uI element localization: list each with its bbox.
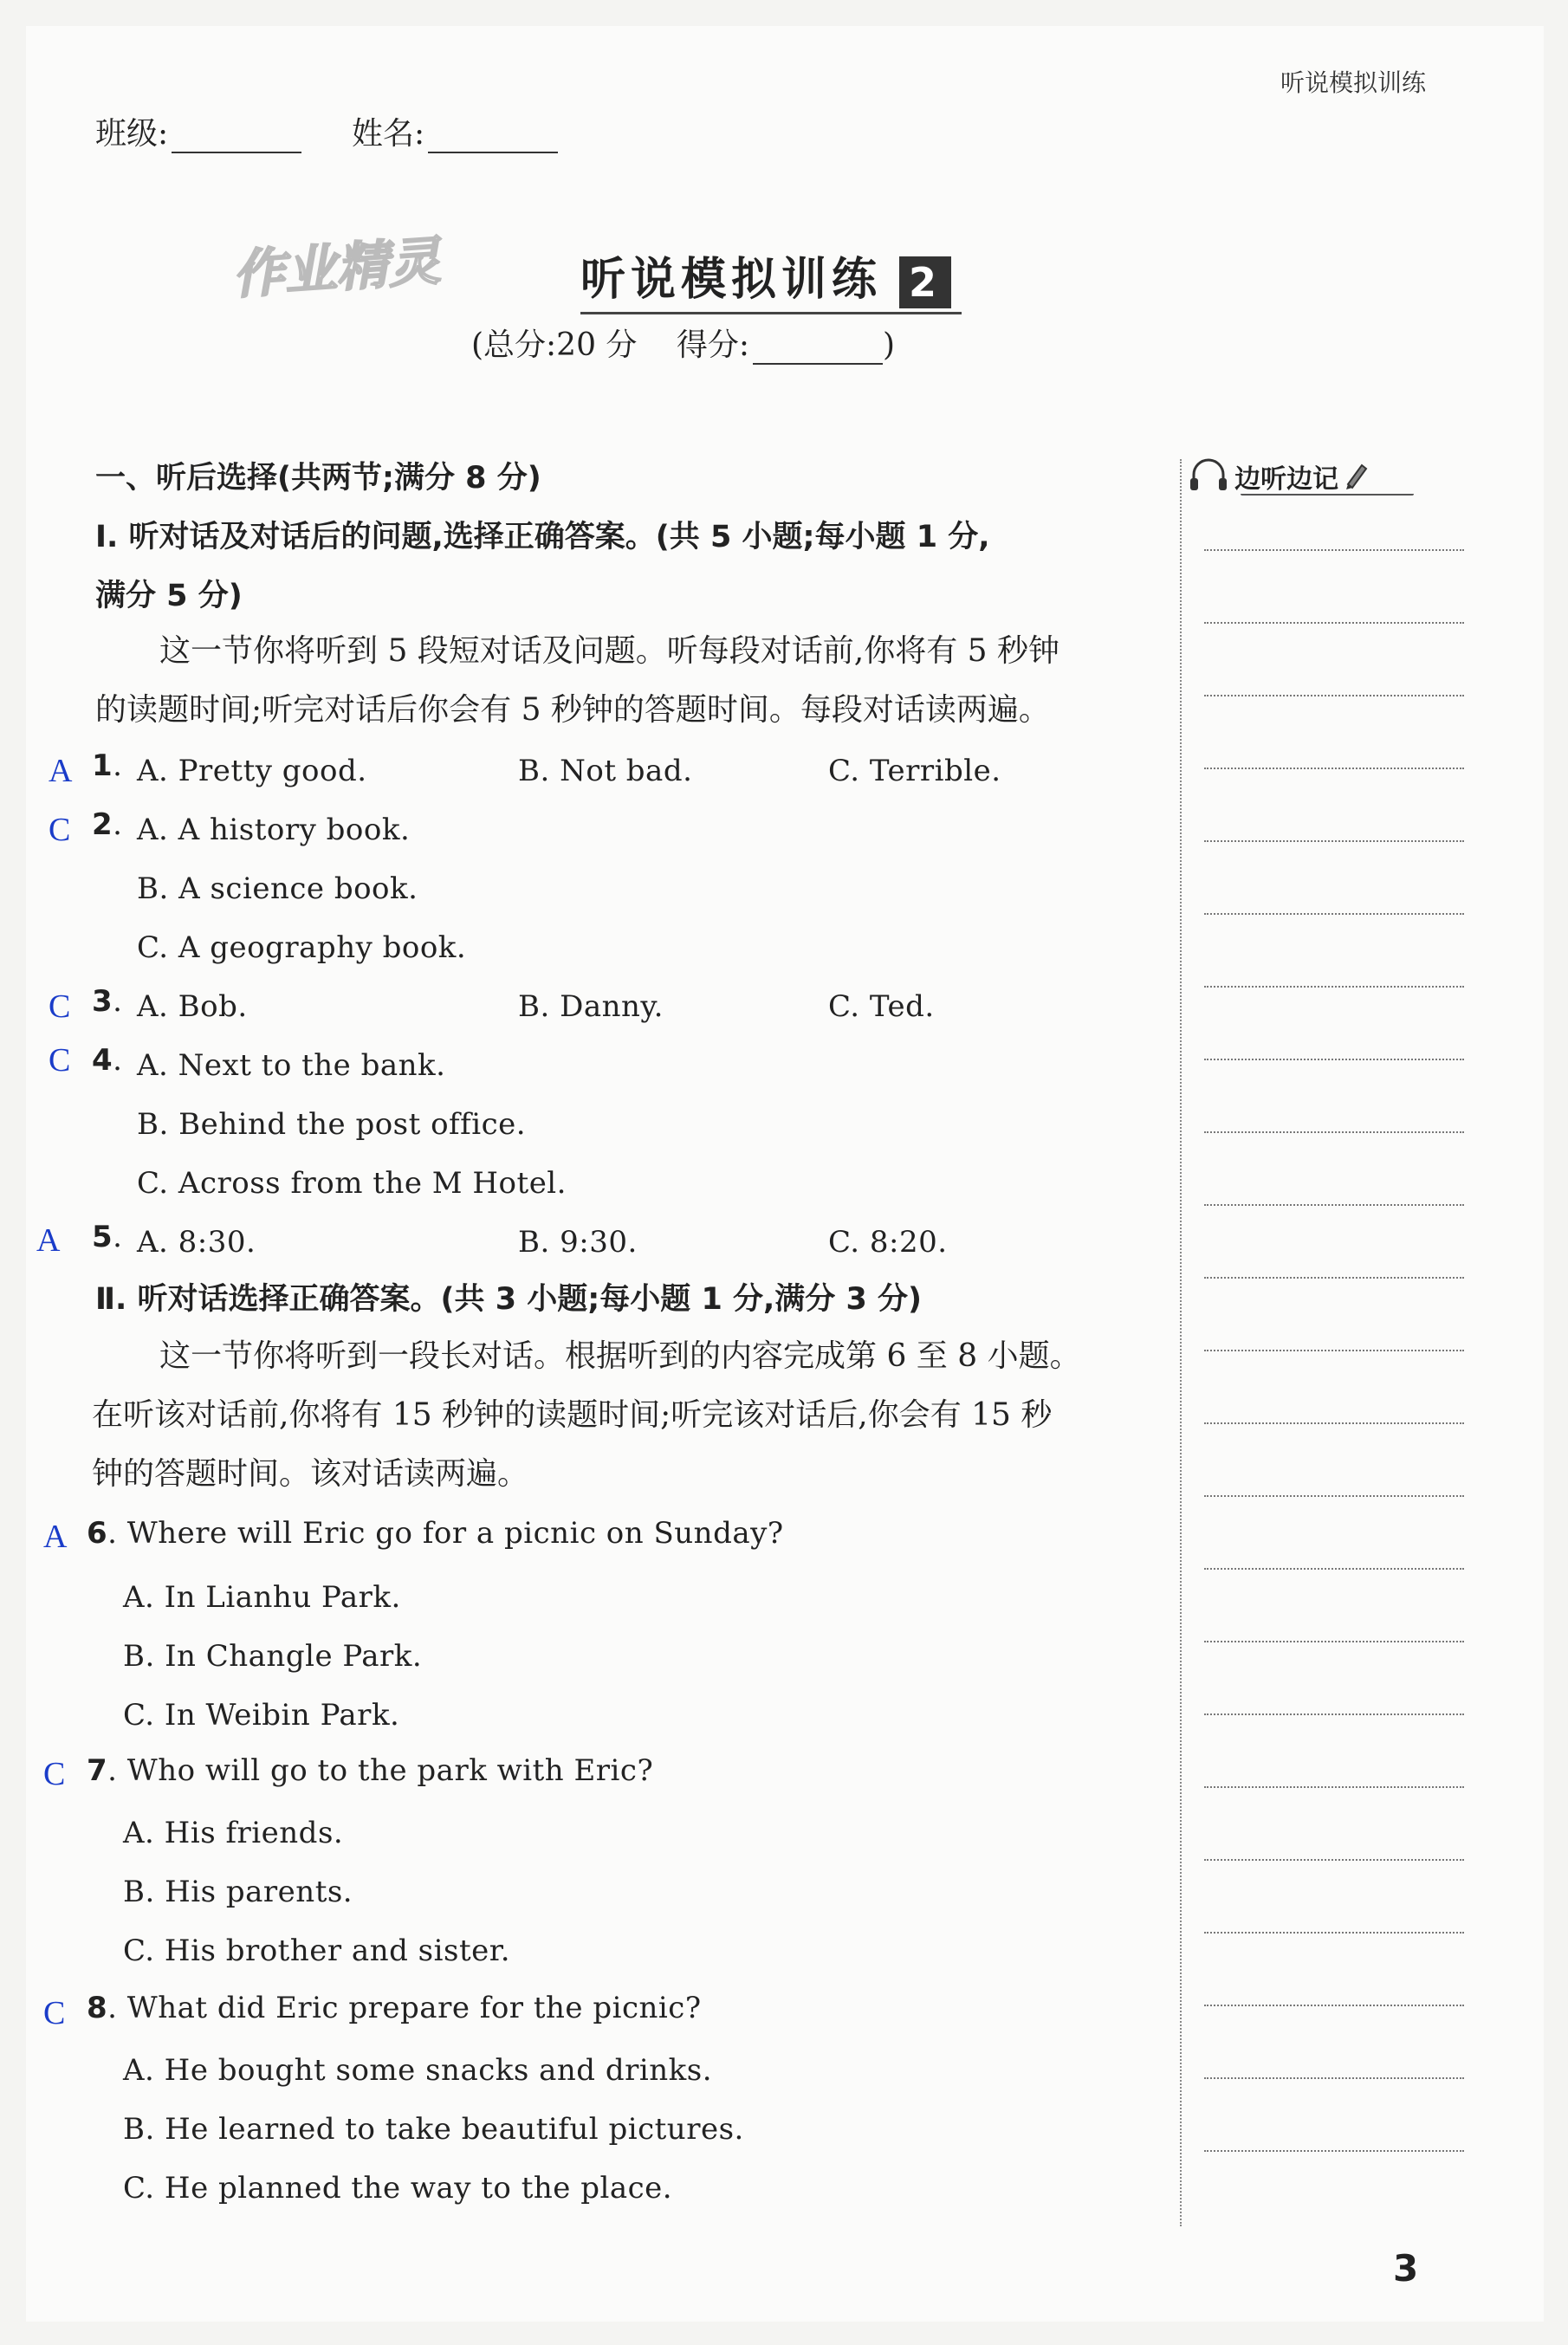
name-blank[interactable] (428, 126, 558, 153)
part2-instruction-line1: 这一节你将听到一段长对话。根据听到的内容完成第 6 至 8 小题。 (159, 1338, 1081, 1374)
title-number-badge: 2 (899, 256, 951, 308)
question-number: 5 (92, 1220, 113, 1254)
note-line[interactable] (1204, 549, 1464, 551)
running-title: 听说模拟训练 (1280, 68, 1427, 97)
option-b: B. Behind the post office. (137, 1107, 527, 1142)
part2-heading: Ⅱ. 听对话选择正确答案。(共 3 小题;每小题 1 分,满分 3 分) (95, 1282, 922, 1317)
question-5: 5. (92, 1220, 123, 1254)
option-c: C. His brother and sister. (123, 1934, 511, 1968)
note-line[interactable] (1204, 1713, 1464, 1715)
part1-heading-line2: 满分 5 分) (95, 579, 243, 613)
name-label: 姓名: (352, 116, 425, 152)
sidebar-divider (1180, 459, 1182, 2226)
watermark-logo: 作业精灵 (230, 230, 443, 307)
total-score: (总分:20 分 (471, 327, 638, 363)
note-line[interactable] (1204, 768, 1464, 769)
question-stem: What did Eric prepare for the picnic? (126, 1991, 702, 2025)
answer-mark: A (36, 1222, 61, 1259)
option-c: C. A geography book. (137, 930, 467, 965)
option-c: C. Across from the M Hotel. (137, 1166, 567, 1201)
question-number: 1 (92, 748, 113, 783)
option-a: A. Bob. (137, 989, 248, 1024)
note-line[interactable] (1204, 1859, 1464, 1861)
answer-mark: A (49, 753, 73, 789)
class-field (95, 109, 301, 153)
part1-instruction-line1: 这一节你将听到 5 段短对话及问题。听每段对话前,你将有 5 秒钟 (159, 633, 1060, 669)
answer-mark: C (49, 988, 71, 1025)
question-3: 3. (92, 984, 123, 1019)
option-b: B. A science book. (137, 871, 418, 906)
option-a: A. 8:30. (137, 1225, 256, 1260)
pencil-icon (1343, 460, 1369, 493)
question-4: 4. (92, 1043, 123, 1078)
option-b: B. Danny. (518, 989, 664, 1024)
option-c: C. Terrible. (828, 754, 1001, 788)
option-a: A. He bought some snacks and drinks. (123, 2053, 713, 2088)
headphone-icon (1187, 456, 1230, 497)
question-number: 3 (92, 984, 113, 1019)
note-line[interactable] (1204, 2005, 1464, 2006)
answer-mark: C (49, 812, 71, 848)
name-field (352, 109, 558, 153)
option-c: C. Ted. (828, 989, 935, 1024)
option-a: A. Next to the bank. (137, 1048, 446, 1083)
option-b: B. He learned to take beautiful pictures. (123, 2112, 744, 2147)
worksheet-page (26, 26, 1544, 2322)
note-line[interactable] (1204, 986, 1464, 988)
answer-mark: C (49, 1042, 71, 1079)
option-b: B. 9:30. (518, 1225, 638, 1260)
part1-heading-line1: Ⅰ. 听对话及对话后的问题,选择正确答案。(共 5 小题;每小题 1 分, (95, 520, 990, 554)
option-c: C. In Weibin Park. (123, 1698, 400, 1733)
notes-title-swoosh (1241, 494, 1414, 496)
class-blank[interactable] (172, 126, 301, 153)
part2-instruction-line2: 在听该对话前,你将有 15 秒钟的读题时间;听完该对话后,你会有 15 秒 (92, 1397, 1053, 1433)
note-line[interactable] (1204, 1204, 1464, 1206)
option-a: A. In Lianhu Park. (123, 1580, 401, 1615)
option-b: B. Not bad. (518, 754, 693, 788)
option-b: B. In Changle Park. (123, 1639, 423, 1674)
question-number: 6 (87, 1516, 108, 1551)
notes-title: 边听边记 (1234, 464, 1339, 495)
note-line[interactable] (1204, 1495, 1464, 1497)
question-number: 8 (87, 1991, 108, 2025)
note-line[interactable] (1204, 1422, 1464, 1424)
question-number: 4 (92, 1043, 113, 1078)
title-underline (580, 312, 962, 314)
note-line[interactable] (1204, 2077, 1464, 2079)
score-line (471, 321, 895, 365)
note-line[interactable] (1204, 1277, 1464, 1279)
question-1: 1. (92, 748, 123, 783)
option-c: C. 8:20. (828, 1225, 948, 1260)
option-c: C. He planned the way to the place. (123, 2171, 673, 2206)
option-a: A. Pretty good. (137, 754, 367, 788)
note-line[interactable] (1204, 913, 1464, 915)
question-8: 8. What did Eric prepare for the picnic? (87, 1991, 702, 2025)
note-line[interactable] (1204, 1641, 1464, 1642)
page-number: 3 (1393, 2247, 1419, 2290)
note-line[interactable] (1204, 695, 1464, 696)
class-label: 班级: (95, 116, 169, 152)
question-7: 7. Who will go to the park with Eric? (87, 1753, 654, 1788)
question-number: 7 (87, 1753, 108, 1788)
notes-header (1187, 456, 1369, 497)
page-title (580, 243, 951, 308)
page-title-text: 听说模拟训练 (580, 254, 883, 306)
score-close: ) (883, 327, 896, 363)
question-2: 2. (92, 807, 123, 842)
note-line[interactable] (1204, 2150, 1464, 2152)
note-line[interactable] (1204, 622, 1464, 624)
option-a: A. A history book. (137, 813, 411, 847)
note-line[interactable] (1204, 1131, 1464, 1133)
note-line[interactable] (1204, 1568, 1464, 1570)
answer-mark: C (43, 1995, 66, 2031)
question-number: 2 (92, 807, 113, 842)
note-line[interactable] (1204, 840, 1464, 842)
note-line[interactable] (1204, 1059, 1464, 1060)
score-label: 得分: (676, 327, 750, 363)
note-line[interactable] (1204, 1932, 1464, 1934)
section-heading: 一、听后选择(共两节;满分 8 分) (95, 461, 541, 496)
question-stem: Where will Eric go for a picnic on Sunday? (126, 1516, 784, 1551)
note-line[interactable] (1204, 1786, 1464, 1788)
score-blank[interactable] (753, 337, 883, 365)
answer-mark: C (43, 1756, 66, 1792)
option-a: A. His friends. (123, 1816, 344, 1850)
note-line[interactable] (1204, 1350, 1464, 1351)
answer-mark: A (43, 1519, 68, 1555)
part1-instruction-line2: 的读题时间;听完对话后你会有 5 秒钟的答题时间。每段对话读两遍。 (95, 692, 1050, 728)
question-stem: Who will go to the park with Eric? (126, 1753, 654, 1788)
question-6: 6. Where will Eric go for a picnic on Sunday? (87, 1516, 784, 1551)
part2-instruction-line3: 钟的答题时间。该对话读两遍。 (92, 1456, 529, 1492)
option-b: B. His parents. (123, 1875, 353, 1909)
